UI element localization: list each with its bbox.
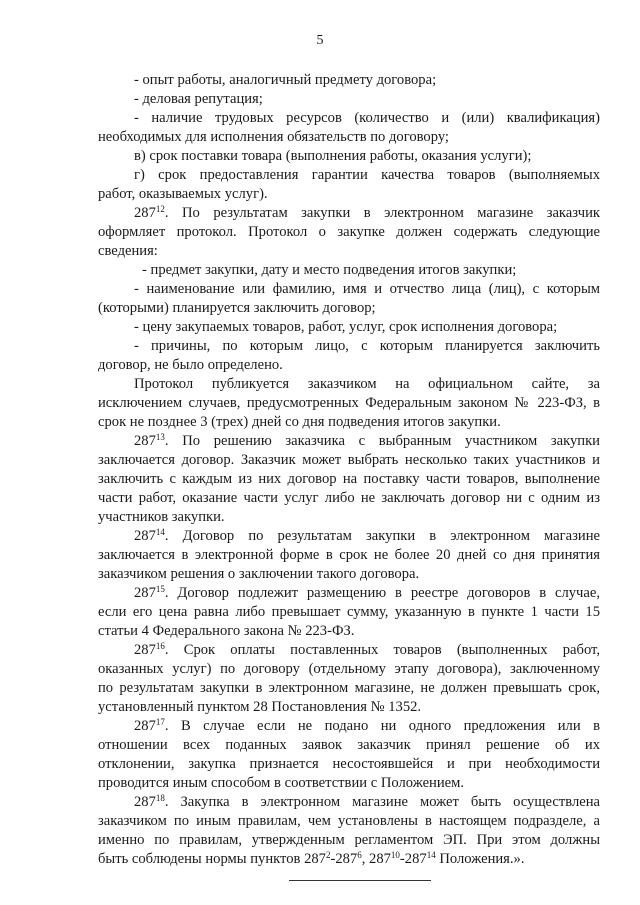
text-line: - опыт работы, аналогичный предмету договора; [134,72,437,88]
text-line: оформляет протокол. Протокол о закупке должен содержать следующие [98,224,600,240]
paragraph-start-287-14: $287^{14}$. Договор по результатам закупки в электронном магазине [134,527,600,544]
text-line: необходимых для исполнения обязательств по договору; [98,129,449,145]
text-line: заказчиком решения о заключении такого договора. [98,566,420,582]
text-line: проводится иным способом в соответствии с Положением. [98,775,465,791]
text-line: исключением случаев, предусмотренных Федеральным законом № 223-ФЗ, в [98,395,600,411]
text-line: отношении всех поданных заявок заказчик принял решение об их [98,737,600,753]
text-line: срок не позднее 3 (трех) дней со дня подведения итогов закупки. [98,414,501,430]
text-line: Протокол публикуется заказчиком на официальном сайте, за [134,376,600,392]
text-line: статьи 4 Федерального закона № 223-ФЗ. [98,623,355,639]
text-line: (которыми) планируется заключить договор; [98,300,376,316]
text-line: - наименование или фамилию, имя и отчество лица (лиц), с которым [134,281,600,297]
text-line: установленный пунктом 28 Постановления № 1352. [98,699,422,715]
paragraph-start-287-18: $287^{18}$. Закупка в электронном магазине может быть осуществлена [134,793,600,810]
text-line: - причины, по которым лицо, с которым планируется заключить [134,338,600,354]
text-line: г) срок предоставления гарантии качества товаров (выполняемых [134,167,600,183]
text-line: заключить с каждым из них договор на поставку части товаров, выполнение [98,471,600,487]
text-line: - предмет закупки, дату и место подведения итогов закупки; [142,262,517,278]
text-line: работ, оказываемых услуг). [98,186,268,202]
page-number: 5 [316,33,324,48]
text-line: именно по правилам, утвержденным регламентом ЭП. При этом должны [98,832,600,848]
paragraph-start-287-16: $287^{16}$. Срок оплаты поставленных товаров (выполненных работ, [134,641,600,658]
text-line: договор, не было определено. [98,357,283,373]
text-line: - цену закупаемых товаров, работ, услуг, срок исполнения договора; [134,319,558,335]
text-line: оказанных услуг) по договору (отдельному этапу договора), заключенному [98,661,600,677]
text-line: части работ, оказание части услуг либо не заключать договор ни с одним из [98,490,600,506]
text-line: если его цена равна либо превышает сумму, указанную в пункте 1 части 15 [98,604,600,620]
text-line: заключается в электронной форме в срок не более 20 дней со дня принятия [98,547,600,563]
text-line: - деловая репутация; [134,91,263,107]
text-line: - наличие трудовых ресурсов (количество и (или) квалификация) [134,110,600,126]
paragraph-start-287-12: $287^{12}$. По результатам закупки в электронном магазине заказчик [134,204,600,221]
text-line: сведения: [98,243,158,259]
paragraph-start-287-17: $287^{17}$. В случае если не подано ни одного предложения или в [134,717,600,734]
end-rule [289,880,431,881]
last-text-line: быть соблюдены нормы пунктов $287^2-287^6$, $287^{10}-287^{14}$ Положения.». [98,850,525,867]
text-line: заказчиком по иным правилам, чем установлены в настоящем подразделе, а [98,813,600,829]
text-line: в) срок поставки товара (выполнения работы, оказания услуги); [134,148,532,164]
text-line: отклонении, закупка признается несостоявшейся и при необходимости [98,756,600,772]
text-line: заключается договор. Заказчик может выбрать несколько таких участников и [98,452,600,468]
paragraph-start-287-15: $287^{15}$. Договор подлежит размещению в реестре договоров в случае, [134,584,600,601]
text-line: участников закупки. [98,509,225,525]
text-line: по результатам закупки в электронном магазине, не должен превышать срок, [98,680,600,696]
paragraph-start-287-13: $287^{13}$. По решению заказчика с выбранным участником закупки [134,432,600,449]
